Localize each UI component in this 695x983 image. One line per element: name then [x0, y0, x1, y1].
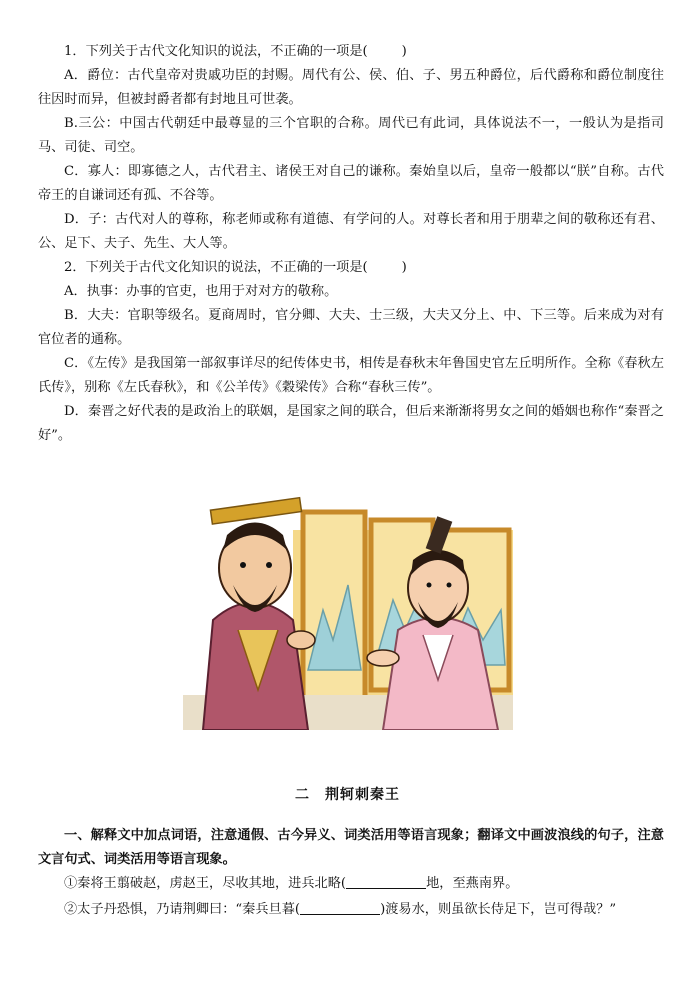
question-1-text: 1．下列关于古代文化知识的说法，不正确的一项是(	[64, 44, 368, 59]
exercise-item-2-text: ②太子丹恐惧，乃请荆卿曰：“秦兵旦暮(	[64, 902, 301, 917]
question-2-option-d: D．秦晋之好代表的是政治上的联姻，是国家之间的联合，但后来渐渐将男女之间的婚姻也称作“秦晋之好”。	[38, 404, 664, 443]
question-1-option-d: D．子：古代对人的尊称，称老师或称有道德、有学问的人。对尊长者和用于朋辈之间的敬称还有君、公、足下、夫子、先生、大人等。	[38, 212, 664, 251]
question-2-text: 2．下列关于古代文化知识的说法，不正确的一项是(	[64, 260, 368, 275]
question-1-close: )	[401, 44, 407, 59]
section-title: 二 荆轲刺秦王	[295, 787, 400, 803]
question-1-stem	[38, 40, 664, 64]
question-1-option-c: C．寡人：即寡德之人，古代君主、诸侯王对自己的谦称。秦始皇以后，皇帝一般都以“朕”自称。古代帝王的自谦词还有孤、不谷等。	[38, 164, 664, 203]
exercise-item-2-tail: )渡易水，则虽欲长侍足下，岂可得哉？”	[380, 902, 617, 917]
fill-blank[interactable]	[300, 900, 380, 915]
exercise-item-1-tail: 地，至燕南界。	[426, 876, 519, 891]
cartoon-illustration	[183, 490, 513, 730]
exercise-item-2	[38, 898, 664, 922]
exercise-item-1	[38, 872, 664, 896]
question-2-option-c: C．《左传》是我国第一部叙事详尽的纪传体史书，相传是春秋末年鲁国史官左丘明所作。全称《春秋左氏传》，别称《左氏春秋》，和《公羊传》《穀梁传》合称“春秋三传”。	[38, 356, 664, 395]
answer-blank[interactable]	[368, 43, 402, 57]
answer-blank[interactable]	[368, 259, 402, 273]
question-2-option-b: B．大夫：官职等级名。夏商周时，官分卿、大夫、士三级，大夫又分上、中、下三等。后来成为对有官位者的通称。	[38, 308, 664, 347]
question-1-option-b: B.三公：中国古代朝廷中最尊显的三个官职的合称。周代已有此词，具体说法不一，一般认为是指司马、司徒、司空。	[38, 116, 664, 155]
question-2-stem	[38, 256, 664, 280]
fill-blank[interactable]	[346, 874, 426, 889]
section-heading: 一、解释文中加点词语，注意通假、古今异义、词类活用等语言现象；翻译文中画波浪线的句子，注意文言句式、词类活用等语言现象。	[38, 828, 664, 867]
question-2-close: )	[401, 260, 407, 275]
question-1-option-a: A．爵位：古代皇帝对贵戚功臣的封赐。周代有公、侯、伯、子、男五种爵位，后代爵称和爵位制度往往因时而异，但被封爵者都有封地且可世袭。	[38, 68, 664, 107]
question-2-option-a: A．执事：办事的官吏，也用于对对方的敬称。	[64, 284, 338, 299]
exercise-item-1-text: ①秦将王翦破赵，虏赵王，尽收其地，进兵北略(	[64, 876, 347, 891]
